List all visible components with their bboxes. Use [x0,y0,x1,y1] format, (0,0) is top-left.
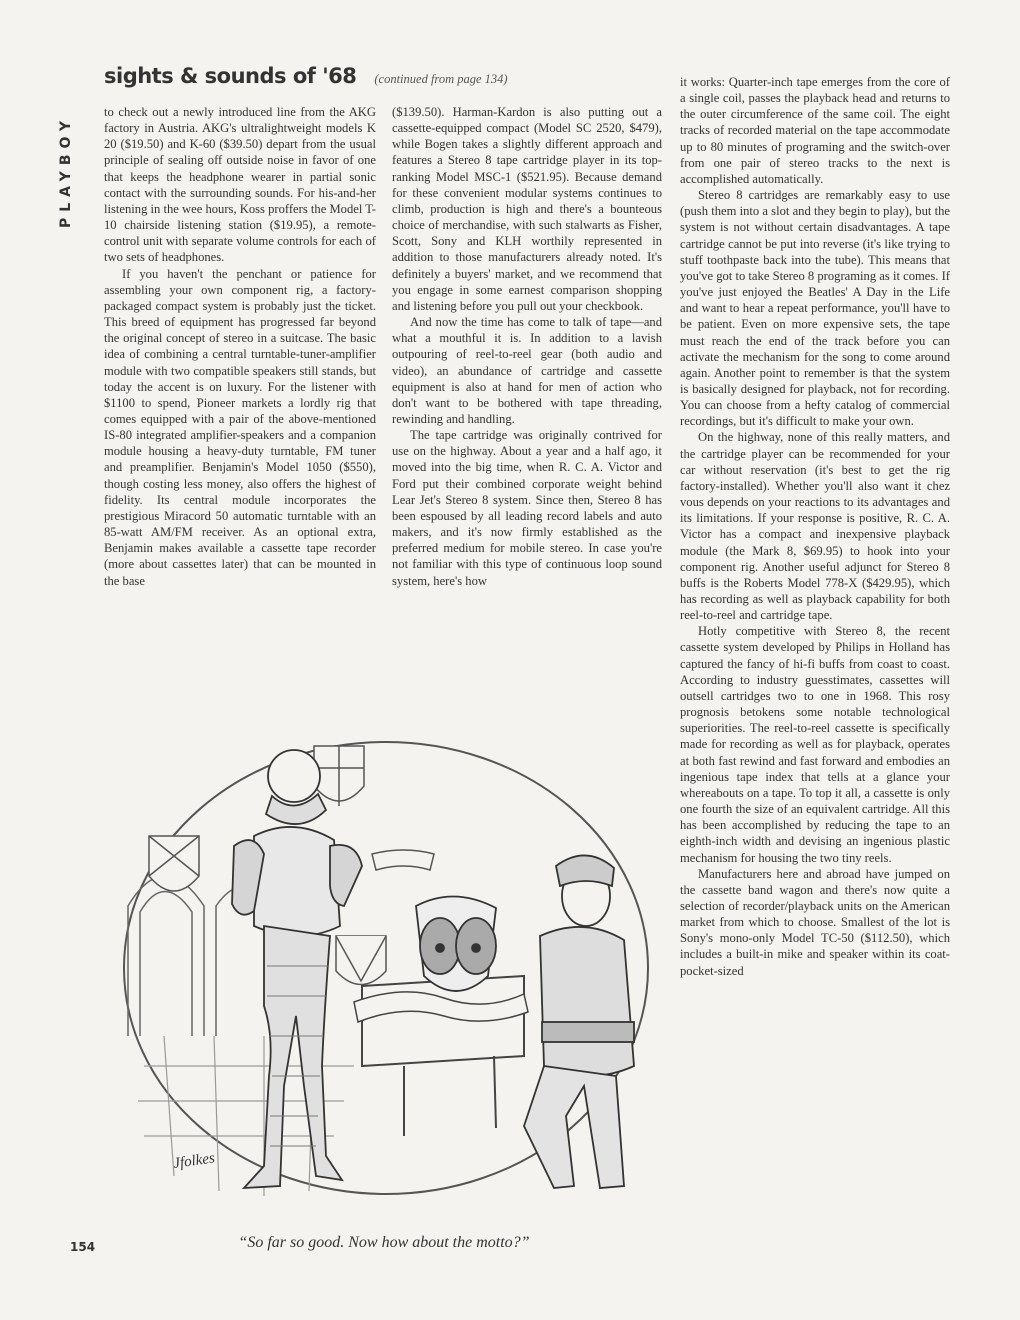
page-number: 154 [70,1240,96,1254]
paragraph: The tape cartridge was originally contrived for use on the highway. About a year and a half ago, it moved into the big time, when R. C. A. Victor and Ford put their combined corporate weight behind Lear Jet's Stereo 8 system. Since then, Stereo 8 has been espoused by all leading record labels and auto makers, and it's now firmly established as the preferred medium for mobile stereo. In case you're not familiar with this type of continuous loop sound system, here's how [392,428,662,588]
text-column-1 [104,104,376,589]
paragraph: to check out a newly introduced line from the AKG factory in Austria. AKG's ultralightweight models K 20 ($19.50) and K-60 ($39.50) depart from the usual principle of sealing off outside noise in favor of one that keeps the headphone wearer in partial sonic contact with the surrounding sounds. For his-and-her listening in the wee hours, Koss proffers the Model T-10 chairside listening station ($19.95), a remote-control unit with separate volume controls for each of two sets of headphones. [104,105,376,265]
cartoon-caption: “So far so good. Now how about the motto?” [238,1234,530,1251]
paragraph: If you haven't the penchant or patience for assembling your own component rig, a factory-packaged compact system is probably just the ticket. This breed of equipment has progressed far beyond the original concept of stereo in a suitcase. The basic idea of combining a central turntable-tuner-amplifier module with two compatible speakers still stands, but today the accent is on luxury. For the listener with $1100 to spend, Pioneer markets a lordly rig that comes equipped with a pair of the above-mentioned IS-80 integrated amplifier-speakers and a companion module housing a heavy-duty turntable, FM tuner and preamplifier. Benjamin's Model 1050 ($550), though costing less money, also offers the highest of fidelity. Its central module incorporates the prestigious Miracord 50 automatic turntable with an 85-watt AM/FM receiver. As an optional extra, Benjamin makes available a cassette tape recorder (more about cassettes later) that can be mounted in the base [104,266,376,588]
artist-signature: Jfolkes [172,1150,216,1172]
continued-note: (continued from page 134) [374,72,508,86]
paragraph: Hotly competitive with Stereo 8, the recent cassette system developed by Philips in Holland has captured the fancy of hi-fi buffs from coast to coast. According to industry guesstimates, cassettes will outsell cartridges two to one in 1968. This rosy prognosis betokens some notable technological superiorities. The reel-to-reel cassette is specifically made for recording as well as for playback, operates at both fast rewind and fast forward and embodies an ingenious tape index that tells at a glance your whereabouts on a tape. To top it all, a cassette is only one fourth the size of an equivalent cartridge. All this has been accomplished by reducing the tape to an eighth-inch width and devising an ingenious plastic mechanism for housing the two tiny reels. [680,624,950,865]
paragraph: Manufacturers here and abroad have jumped on the cassette band wagon and there's now quite a selection of recorder/playback units on the American market from which to choose. Smallest of the lot is Sony's mono-only Model TC-50 ($112.50), which includes a built-in mike and speaker within its coat-pocket-sized [680,866,950,978]
article-title: sights & sounds of '68 [104,64,357,88]
paragraph: On the highway, none of this really matters, and the cartridge player can be recommended for your car without reservation (it's best to get the rig factory-installed). Whether you'll also want it chez vous depends on your reactions to its advantages and its limitations. If your response is positive, R. C. A. Victor has a compact and inexpensive playback module (the Mark 8, $69.95) to hook into your component rig. Another useful adjunct for Stereo 8 buffs is the Roberts Model 778-X ($429.95), which has recording as well as playback capability for both reel-to-reel and cartridge tape. [680,430,950,623]
paragraph: ($139.50). Harman-Kardon is also putting out a cassette-equipped compact (Model SC 2520, $479), while Bogen takes a slightly different approach and features a Stereo 8 tape cartridge player in its top-ranking Model MSC-1 ($521.95). Because demand for these convenient modular systems continues to climb, production is high and there's a bounteous choice of merchandise, with such stalwarts as Fisher, Scott, Sony and KLH worthily represented in addition to those manufacturers already noted. It's definitely a buyers' market, and we recommend that you engage in some earnest comparison shopping and listening before you pull out your checkbook. [392,105,662,313]
article-header [104,64,508,94]
text-column-2 [392,104,662,589]
text-column-3 [680,74,950,979]
paragraph: it works: Quarter-inch tape emerges from the core of a single coil, passes the playback head and returns to the outer circumference of the same coil. The eight tracks of recorded material on the tape accommodate up to 80 minutes of programing and the switch-over from one pair of stereo tracks to the next is accomplished automatically. [680,75,950,186]
paragraph: Stereo 8 cartridges are remarkably easy to use (push them into a slot and they begin to play), but the system is not without certain disadvantages. A tape cartridge cannot be put into reverse (it's like trying to stuff toothpaste back into the tube). This means that you've got to take Stereo 8 programing as it comes. If you've just enjoyed the Beatles' A Day in the Life and want to hear a repeat performance, you'll have to be patient. Even on more expensive sets, the tape must reach the end of the track before you can activate the mechanism for the song to come around again. Another point to remember is that the system is basically designed for playback, not for recording. You can choose from a hefty catalog of commercial recordings, but it's difficult to make your own. [680,188,950,429]
paragraph: And now the time has come to talk of tape—and what a mouthful it is. In addition to a lavish outpouring of reel-to-reel gear (both audio and video), an abundance of cartridge and cassette equipment is also at hand for men of action who don't want to be bothered with tape threading, rewinding and handling. [392,315,662,426]
magazine-name-vertical: PLAYBOY [58,114,74,228]
cartoon-illustration [104,736,664,1206]
